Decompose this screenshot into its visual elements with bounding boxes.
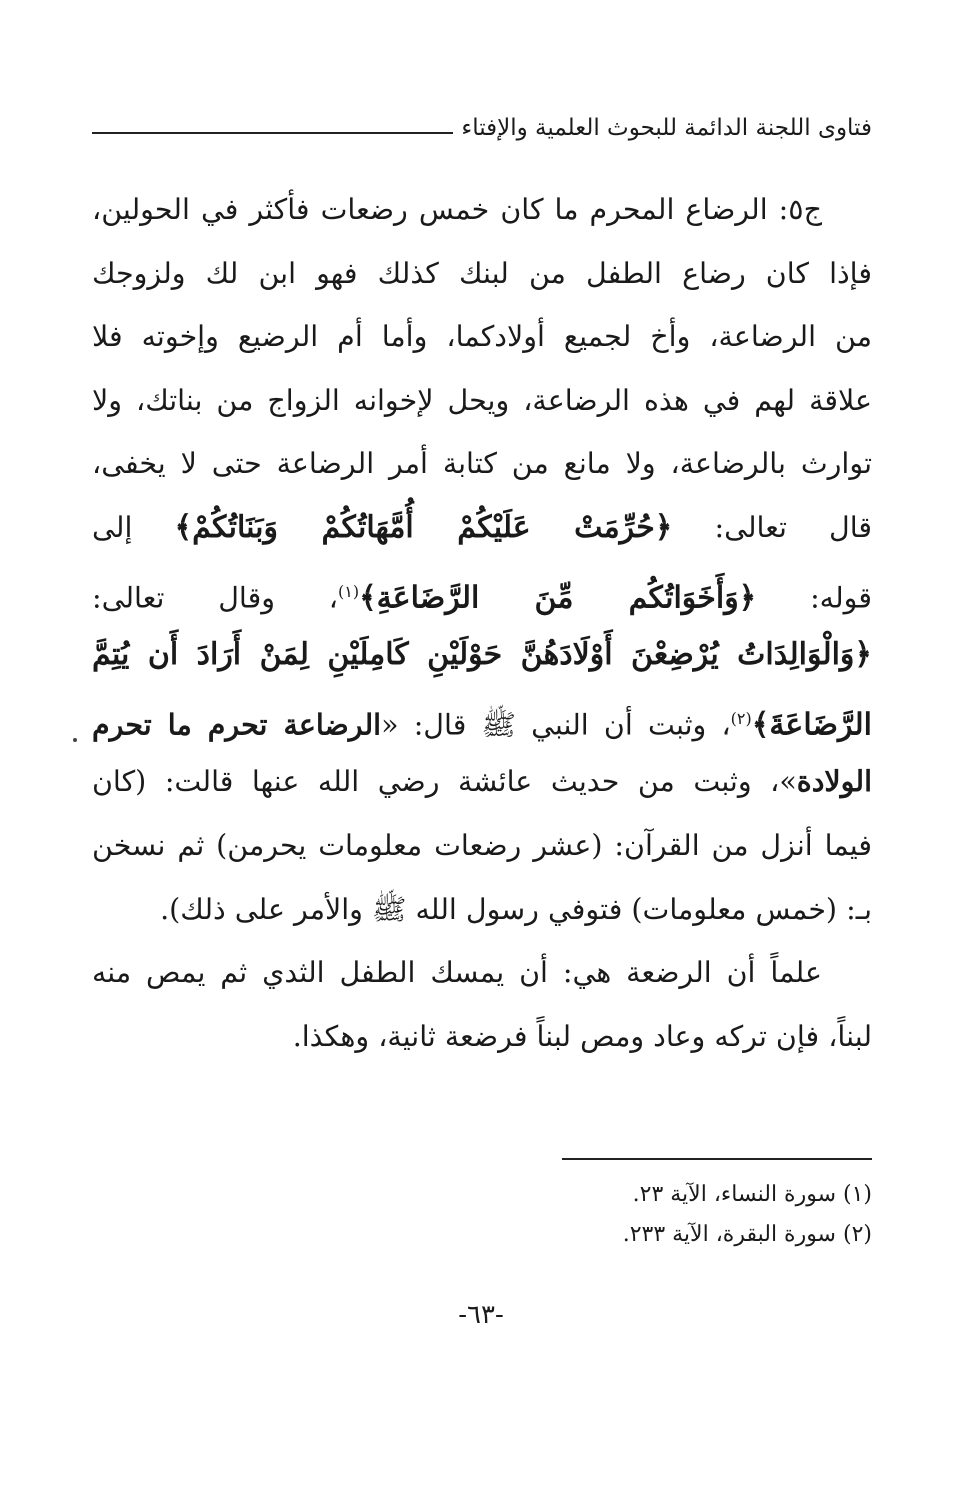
footnote: (٢) سورة البقرة، الآية ٢٣٣. xyxy=(622,1222,872,1247)
body-text-fragment: قال تعالى: xyxy=(672,510,873,544)
header-title: فتاوى اللجنة الدائمة للبحوث العلمية والإفتاء xyxy=(461,115,872,141)
body-line: بـ: (خمس معلومات) فتوفي رسول الله ﷺ والأمر على ذلك). xyxy=(160,892,872,926)
footnote-rule xyxy=(562,1158,872,1160)
body-line xyxy=(92,623,872,687)
scan-speck xyxy=(73,738,77,742)
page-number: -٦٣- xyxy=(458,1300,504,1330)
body-line xyxy=(92,560,872,624)
body-line: علاقة لهم في هذه الرضاعة، ويحل لإخوانه الزواج من بناتك، ولا xyxy=(92,383,872,417)
quran-verse: ﴿وَالْوَالِدَاتُ يُرْضِعْنَ أَوْلَادَهُنَّ حَوْلَيْنِ كَامِلَيْنِ لِمَنْ أَرَادَ أَن يُتِمَّ xyxy=(92,637,872,673)
header-rule xyxy=(92,132,453,134)
body-line: لبناً، فإن تركه وعاد ومص لبناً فرضعة ثانية، وهكذا. xyxy=(292,1019,872,1053)
footnotes xyxy=(372,1175,872,1255)
footnote-marker: (٢) xyxy=(730,708,752,728)
quran-verse: ﴿وَأَخَوَاتُكُم مِّنَ الرَّضَاعَةِ﴾ xyxy=(359,580,757,616)
body-line xyxy=(92,496,872,560)
running-header xyxy=(92,108,872,148)
quran-verse: الرَّضَاعَةَ﴾ xyxy=(751,707,872,743)
body-text-fragment: ، وثبت أن النبي ﷺ قال: « xyxy=(381,708,731,742)
body-line: فإذا كان رضاع الطفل من لبنك كذلك فهو ابن لك ولزوجك xyxy=(92,256,872,290)
body-text-fragment: »، وثبت من حديث عائشة رضي الله عنها قالت: (كان xyxy=(92,765,797,799)
body-text-fragment: قوله: xyxy=(756,581,872,615)
body-line: ج٥: الرضاع المحرم ما كان خمس رضعات فأكثر في الحولين، xyxy=(92,193,822,226)
quran-verse: ﴿حُرِّمَتْ عَلَيْكُمْ أُمَّهَاتُكُمْ وَبَنَاتُكُمْ﴾ xyxy=(174,509,673,545)
hadith-quote: الولادة xyxy=(796,764,872,799)
body-line: توارث بالرضاعة، ولا مانع من كتابة أمر الرضاعة حتى لا يخفى، xyxy=(92,447,872,481)
footnote: (١) سورة النساء، الآية ٢٣. xyxy=(632,1182,872,1207)
fatwa-answer-text xyxy=(92,178,872,1068)
body-line xyxy=(92,687,872,751)
footnote-marker: (١) xyxy=(338,581,360,601)
body-text-fragment: ، وقال تعالى: xyxy=(92,581,338,615)
body-line: فيما أنزل من القرآن: (عشر رضعات معلومات يحرمن) ثم نسخن xyxy=(92,828,872,862)
body-line: من الرضاعة، وأخ لجميع أولادكما، وأما أم الرضيع وإخوته فلا xyxy=(92,320,872,354)
body-line: علماً أن الرضعة هي: أن يمسك الطفل الثدي ثم يمص منه xyxy=(92,956,822,990)
hadith-quote: الرضاعة تحرم ما تحرم xyxy=(92,707,382,742)
body-line xyxy=(92,750,872,814)
body-text-fragment: إلى xyxy=(92,510,175,544)
